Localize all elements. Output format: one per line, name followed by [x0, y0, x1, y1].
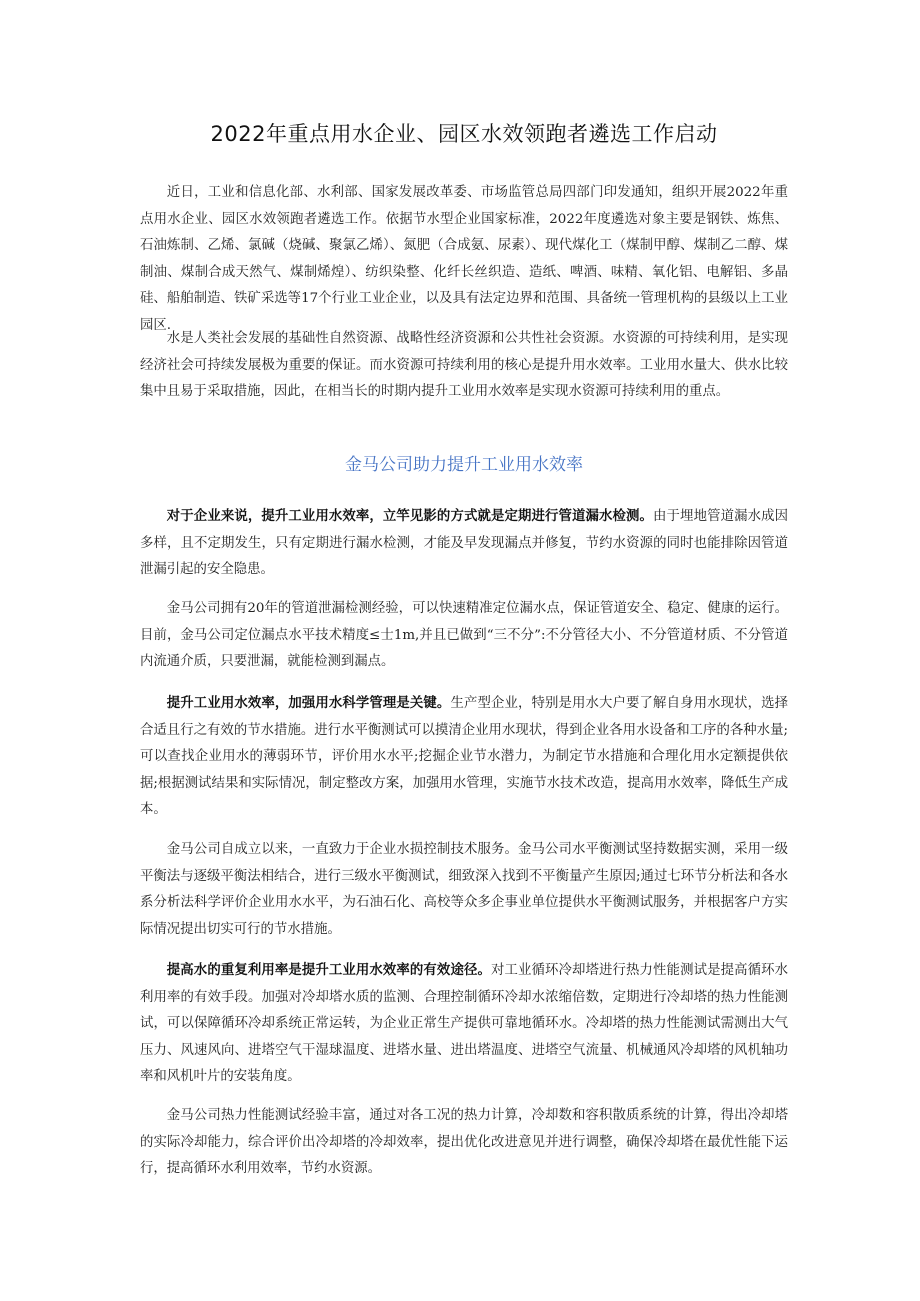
paragraph-lead-bold: 对于企业来说，提升工业用水效率，立竿见影的方式就是定期进行管道漏水检测。 — [166, 508, 654, 524]
intro-paragraph-2: 水是人类社会发展的基础性自然资源、战略性经济资源和公共性社会资源。水资源的可持续利用，是实现经济社会可持续发展极为重要的保证。而水资源可持续利用的核心是提升用水效率。工业用水量大、供水比较集中且易于采取措施，因此，在相当长的时期内提升工业用水效率是实现水资源可持续利用的重点。 — [140, 331, 788, 400]
body-paragraph-5 — [140, 957, 788, 1091]
paragraph-text: 金马公司拥有20年的管道泄漏检测经验，可以快速精准定位漏水点，保证管道安全、稳定、健康的运行。目前，金马公司定位漏点水平技术精度≤士1m,并且已做到“三不分”:不分管径大小、不分管道材质、不分管道内流通介质，只要泄漏，就能检测到漏点。 — [140, 601, 788, 670]
section-heading: 金马公司助力提升工业用水效率 — [345, 455, 583, 475]
paragraph-text: 金马公司自成立以来，一直致力于企业水损控制技术服务。金马公司水平衡测试坚持数据实测，采用一级平衡法与逐级平衡法相结合，进行三级水平衡测试，细致深入找到不平衡量产生原因;通过七环节分析法和各水系分析法科学评价企业用水水平，为石油石化、高校等众多企事业单位提供水平衡测试服务，并根据客户方实际情况提出切实可行的节水措施。 — [140, 842, 788, 937]
body-paragraph-2 — [140, 596, 788, 676]
paragraph-lead-bold: 提高水的重复利用率是提升工业用水效率的有效途径。 — [166, 962, 491, 978]
intro-paragraph-1: 近日，工业和信息化部、水利部、国家发展改革委、市场监管总局四部门印发通知，组织开展2022年重点用水企业、园区水效领跑者遴选工作。依据节水型企业国家标准，2022年度遴选对象主要是钢铁、炼焦、石油炼制、乙烯、氯碱（烧碱、聚氯乙烯）、氮肥（合成氨、尿素）、现代煤化工（煤制甲醇、煤制乙二醇、煤制油、煤制合成天然气、煤制烯煌）、纺织染整、化纤长丝织造、造纸、啤酒、味精、氧化铝、电解铝、多晶硅、船舶制造、铁矿采选等17个行业工业企业，以及具有法定边界和范围、具备统一管理机构的县级以上工业园区. — [140, 185, 788, 333]
body-paragraph-4 — [140, 837, 788, 943]
paragraph-lead-bold: 提升工业用水效率，加强用水科学管理是关键。 — [166, 695, 451, 711]
page-title: 2022年重点用水企业、园区水效领跑者遴选工作启动 — [210, 122, 718, 146]
paragraph-text: 由于埋地管道漏水成因多样，且不定期发生，只有定期进行漏水检测，才能及早发现漏点并修复，节约水资源的同时也能排除因管道泄漏引起的安全隐患。 — [140, 509, 788, 578]
paragraph-text: 对工业循环冷却塔进行热力性能测试是提高循环水利用率的有效手段。加强对冷却塔水质的监测、合理控制循环冷却水浓缩倍数，定期进行冷却塔的热力性能测试，可以保障循环冷却系统正常运转，为企业正常生产提供可靠地循环水。冷却塔的热力性能测试需测出大气压力、风速风向、进塔空气干湿球温度、进塔水量、进出塔温度、进塔空气流量、机械通风冷却塔的风机轴功率和风机叶片的安装角度。 — [140, 963, 789, 1085]
body-paragraph-1 — [140, 503, 788, 584]
body-paragraph-3 — [140, 690, 788, 824]
body-paragraph-6 — [140, 1103, 788, 1183]
paragraph-text: 金马公司热力性能测试经验丰富，通过对各工况的热力计算，冷却数和容积散质系统的计算，得出冷却塔的实际冷却能力，综合评价出冷却塔的冷却效率，提出优化改进意见并进行调整，确保冷却塔在最优性能下运行，提高循环水利用效率，节约水资源。 — [140, 1108, 788, 1177]
paragraph-text: 生产型企业，特别是用水大户要了解自身用水现状，选择合适且行之有效的节水措施。进行水平衡测试可以摸清企业用水现状，得到企业各用水设备和工序的各种水量;可以查找企业用水的薄弱环节，评价用水水平;挖掘企业节水潜力，为制定节水措施和合理化用水定额提供依据;根据测试结果和实际情况，制定整改方案，加强用水管理，实施节水技术改造，提高用水效率，降低生产成本。 — [140, 696, 789, 818]
